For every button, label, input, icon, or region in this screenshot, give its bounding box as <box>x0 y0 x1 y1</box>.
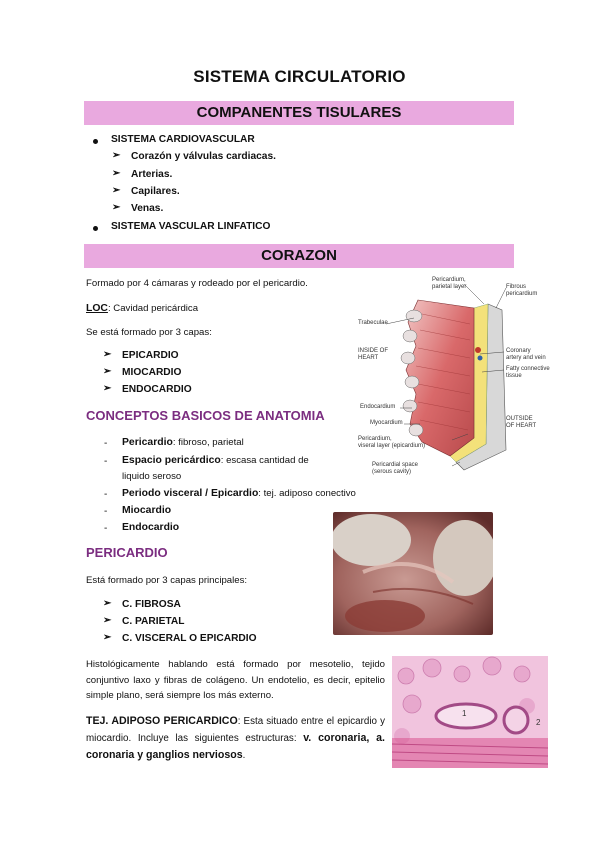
heart-wall-diagram <box>356 274 556 490</box>
pericardium-heading: PERICARDIO <box>86 545 168 560</box>
anatomy-item-continuation: liquido seroso <box>122 471 182 482</box>
dash-bullet: - <box>104 506 108 517</box>
arrow-bullet-icon: ➢ <box>112 168 121 179</box>
arrow-bullet-icon: ➢ <box>103 349 112 360</box>
figure-label: Trabeculae <box>358 320 388 326</box>
arrow-bullet-icon: ➢ <box>112 185 121 196</box>
figure-label: Pericardium, viseral layer (epicardium) <box>358 436 426 449</box>
list-bullet <box>93 223 98 234</box>
list-subitem: Capilares. <box>131 186 180 197</box>
arrow-bullet-icon: ➢ <box>103 383 112 394</box>
micrograph-label: 1 <box>462 709 467 718</box>
pericardium-layer: C. VISCERAL O EPICARDIO <box>122 633 257 644</box>
figure-label: INSIDE OF HEART <box>358 348 389 361</box>
histology-paragraph: Histológicamente hablando está formado por mesotelio, tejido conjuntivo laxo y fibras de colágeno. Un endotelio, es decir, epitelio simple plano, será siempre los más externo. <box>86 659 385 701</box>
page-title: SISTEMA CIRCULATORIO <box>193 67 406 86</box>
arrow-bullet-icon: ➢ <box>103 366 112 377</box>
arrow-bullet-icon: ➢ <box>103 632 112 643</box>
anatomy-item: Pericardio: fibroso, parietal <box>122 437 244 448</box>
pericardium-layer: C. PARIETAL <box>122 616 185 627</box>
list-item: SISTEMA VASCULAR LINFATICO <box>111 221 271 232</box>
arrow-bullet-icon: ➢ <box>112 150 121 161</box>
figure-label: Endocardium <box>360 404 396 410</box>
figure-label: Fatty connective tissue <box>506 366 550 379</box>
dash-bullet: - <box>104 456 108 467</box>
section-heading-tissue-components: COMPANENTES TISULARES <box>84 101 514 125</box>
arrow-bullet-icon: ➢ <box>103 598 112 609</box>
dash-bullet: - <box>104 523 108 534</box>
arrow-bullet-icon: ➢ <box>103 615 112 626</box>
pericardium-layer: C. FIBROSA <box>122 599 181 610</box>
layer-item: EPICARDIO <box>122 350 179 361</box>
layer-item: MIOCARDIO <box>122 367 182 378</box>
adipose-paragraph: TEJ. ADIPOSO PERICARDICO: Esta situado entre el epicardio y miocardio. Incluye las siguientes estructuras: v. coronaria, a. coronaria y ganglios nerviosos. <box>86 715 385 761</box>
heart-intro: Formado por 4 cámaras y rodeado por el pericardio. <box>86 278 308 289</box>
dash-bullet: - <box>104 438 108 449</box>
loc-line <box>86 303 198 314</box>
anatomy-heading: CONCEPTOS BASICOS DE ANATOMIA <box>86 408 325 423</box>
list-subitem: Corazón y válvulas cardiacas. <box>131 151 276 162</box>
histology-micrograph <box>392 656 548 768</box>
list-bullet <box>93 136 98 147</box>
loc-label: LOC <box>86 303 108 314</box>
dash-bullet: - <box>104 489 108 500</box>
figure-label: OUTSIDE OF HEART <box>506 416 537 429</box>
layers-intro: Se está formado por 3 capas: <box>86 327 212 338</box>
list-subitem: Arterias. <box>131 169 173 180</box>
section-heading-heart: CORAZON <box>84 244 514 268</box>
loc-text: : Cavidad pericárdica <box>107 303 199 314</box>
list-subitem: Venas. <box>131 203 164 214</box>
micrograph-label: 2 <box>536 718 541 727</box>
anatomy-item: Miocardio <box>122 505 172 516</box>
anatomy-item: Espacio pericárdico: escasa cantidad de <box>122 455 309 466</box>
pericardium-photo <box>333 512 493 635</box>
figure-label: Pericardial space (serous cavity) <box>372 462 419 475</box>
pericardium-intro: Está formado por 3 capas principales: <box>86 575 248 586</box>
anatomy-item: Endocardio <box>122 522 180 533</box>
figure-label: Fibrous pericardium <box>506 284 538 297</box>
figure-label: Pericardium, parietal layer <box>432 277 467 290</box>
list-item: SISTEMA CARDIOVASCULAR <box>111 134 255 145</box>
layer-item: ENDOCARDIO <box>122 384 192 395</box>
figure-label: Myocardium <box>370 420 403 426</box>
figure-label: Coronary artery and vein <box>506 348 546 361</box>
arrow-bullet-icon: ➢ <box>112 202 121 213</box>
anatomy-item: Periodo visceral / Epicardio: tej. adiposo conectivo <box>122 488 356 499</box>
